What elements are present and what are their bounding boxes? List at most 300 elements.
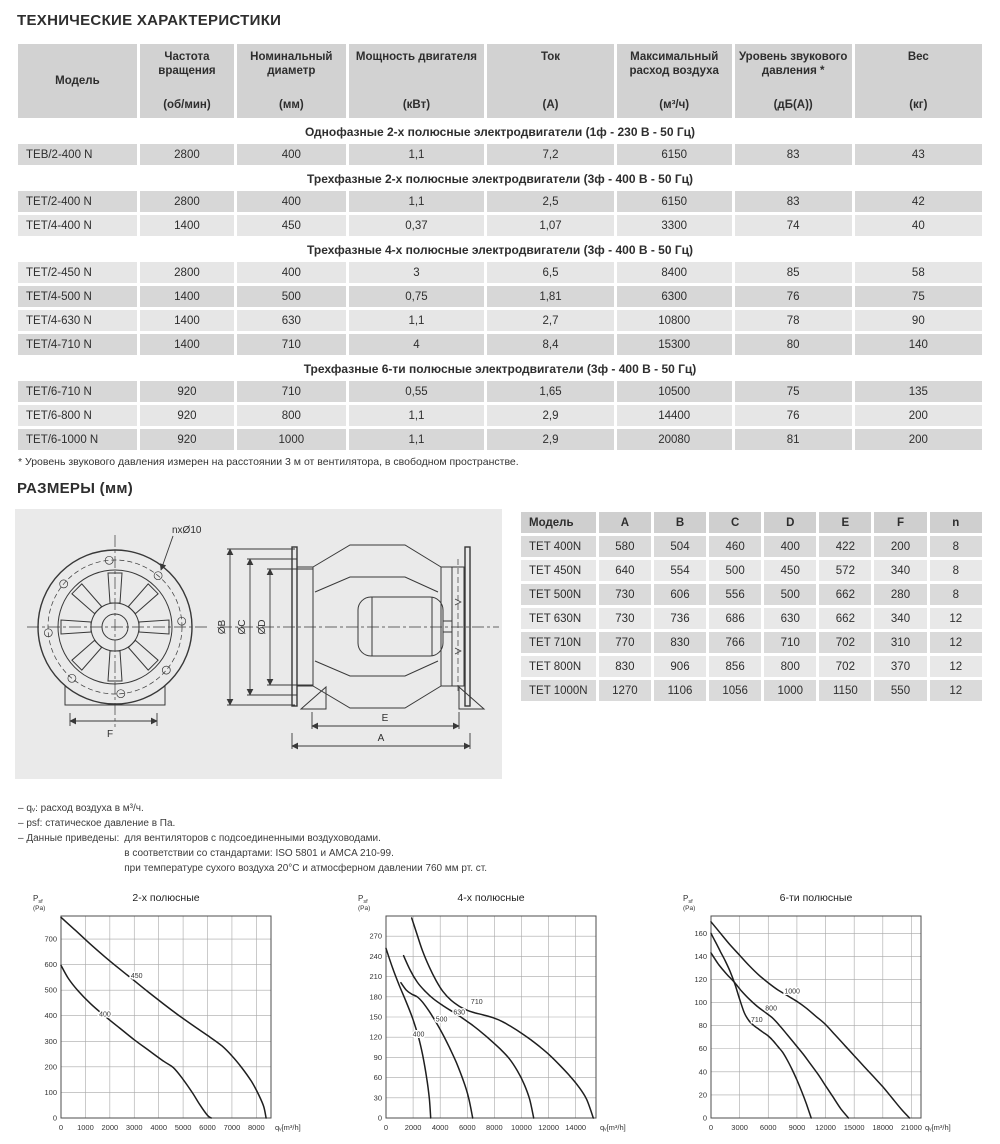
y-tick-label: 700 xyxy=(44,934,57,944)
spec-value-cell: 83 xyxy=(735,191,852,212)
dims-value-cell: 662 xyxy=(819,584,871,605)
spec-data-row xyxy=(18,262,982,283)
dims-model-cell: TET 1000N xyxy=(521,680,596,701)
motor xyxy=(358,597,452,656)
spec-value-cell: 920 xyxy=(140,429,234,450)
y-tick-label: 270 xyxy=(369,931,382,941)
spec-value-cell: 14400 xyxy=(617,405,732,426)
fan-front-view xyxy=(27,525,207,740)
performance-charts xyxy=(15,888,985,1144)
spec-data-row xyxy=(18,334,982,355)
spec-value-cell: 8,4 xyxy=(487,334,613,355)
d-dim-label: ØD xyxy=(257,619,268,635)
dims-value-cell: 422 xyxy=(819,536,871,557)
spec-value-cell: 2,7 xyxy=(487,310,613,331)
spec-model-cell: TET/6-1000 N xyxy=(18,429,137,450)
x-axis-label: qᵥ[m³/h] xyxy=(925,1123,951,1132)
spec-value-cell: 2,9 xyxy=(487,405,613,426)
section-title: Однофазные 2-х полюсные электродвигатели (1ф - 230 В - 50 Гц) xyxy=(18,121,982,141)
spec-header-name: Максимальный расход воздуха xyxy=(629,51,719,78)
motor-shaft xyxy=(443,621,452,632)
spec-data-row xyxy=(18,191,982,212)
blade xyxy=(128,640,158,670)
f-dim-label: F xyxy=(106,729,114,740)
spec-value-cell: 1,1 xyxy=(349,310,485,331)
spec-value-cell: 1400 xyxy=(140,334,234,355)
y-tick-label: 600 xyxy=(44,960,57,970)
spec-header-3 xyxy=(349,44,485,118)
x-tick-label: 12000 xyxy=(538,1123,560,1132)
y-axis-unit: (Pa) xyxy=(358,905,371,912)
y-tick-label: 100 xyxy=(694,998,707,1008)
dims-value-cell: 766 xyxy=(709,632,761,653)
section-row xyxy=(18,358,982,378)
spec-value-cell: 80 xyxy=(735,334,852,355)
spec-value-cell: 3300 xyxy=(617,215,732,236)
y-tick-label: 90 xyxy=(373,1052,382,1062)
curve-800 xyxy=(711,953,849,1118)
spec-value-cell: 1,65 xyxy=(487,381,613,402)
spec-data-row xyxy=(18,381,982,402)
dims-value-cell: 640 xyxy=(599,560,651,581)
left-foot xyxy=(301,687,326,709)
spec-header-5 xyxy=(617,44,732,118)
dims-value-cell: 572 xyxy=(819,560,871,581)
y-tick-label: 160 xyxy=(694,928,707,938)
spec-value-cell: 6300 xyxy=(617,286,732,307)
x-tick-label: 10000 xyxy=(511,1123,532,1132)
y-tick-label: 300 xyxy=(44,1036,57,1046)
x-tick-label: 8000 xyxy=(486,1123,503,1132)
spec-value-cell: 2800 xyxy=(140,262,234,283)
x-tick-label: 2000 xyxy=(404,1123,422,1132)
technical-drawing xyxy=(15,509,502,779)
b-dim-label: ØB xyxy=(217,619,228,635)
x-tick-label: 0 xyxy=(708,1123,714,1132)
dims-value-cell: 200 xyxy=(874,536,926,557)
dims-value-cell: 500 xyxy=(709,560,761,581)
x-tick-label: 15000 xyxy=(843,1123,865,1132)
spec-data-row xyxy=(18,286,982,307)
dims-value-cell: 1106 xyxy=(654,680,706,701)
dims-header-cell: B xyxy=(654,512,706,533)
casing-outline xyxy=(297,545,452,708)
spec-model-cell: TET/2-450 N xyxy=(18,262,137,283)
left-flange xyxy=(292,547,297,706)
dims-value-cell: 340 xyxy=(874,608,926,629)
spec-value-cell: 76 xyxy=(735,405,852,426)
spec-header-name: Частота вращения xyxy=(158,51,216,78)
dims-value-cell: 630 xyxy=(764,608,816,629)
spec-data-row xyxy=(18,144,982,165)
spec-value-cell: 1400 xyxy=(140,286,234,307)
dimensions-table xyxy=(518,509,985,704)
y-tick-label: 210 xyxy=(369,972,382,982)
note-qv: – qᵥ: расход воздуха в м³/ч. xyxy=(18,803,144,814)
spec-value-cell: 0,37 xyxy=(349,215,485,236)
x-tick-label: 9000 xyxy=(788,1123,806,1132)
spec-value-cell: 6,5 xyxy=(487,262,613,283)
dims-value-cell: 12 xyxy=(930,608,982,629)
spec-header-unit: (м³/ч) xyxy=(659,98,690,111)
spec-value-cell: 85 xyxy=(735,262,852,283)
x-tick-label: 7000 xyxy=(223,1123,241,1132)
curve-label-710: 710 xyxy=(470,999,483,1007)
spec-header-name: Мощность двигателя xyxy=(355,51,477,63)
dims-value-cell: 710 xyxy=(764,632,816,653)
spec-value-cell: 40 xyxy=(855,215,982,236)
chart-title: 6-ти полюсные xyxy=(779,892,853,904)
bolt-callout-label: nxØ10 xyxy=(172,525,202,536)
y-tick-label: 60 xyxy=(698,1044,707,1054)
dims-header-cell: C xyxy=(709,512,761,533)
spec-value-cell: 800 xyxy=(237,405,345,426)
spec-model-cell: TET/6-800 N xyxy=(18,405,137,426)
spec-model-cell: TET/4-500 N xyxy=(18,286,137,307)
dims-value-cell: 730 xyxy=(599,608,651,629)
e-dim-label: E xyxy=(381,713,389,724)
y-axis-label: $P_{sf}$ xyxy=(683,894,693,905)
spec-value-cell: 2800 xyxy=(140,191,234,212)
chart-4-х полюсные xyxy=(340,888,660,1144)
spec-value-cell: 2,9 xyxy=(487,429,613,450)
spec-value-cell: 42 xyxy=(855,191,982,212)
spec-value-cell: 710 xyxy=(237,334,345,355)
y-tick-label: 400 xyxy=(44,1011,57,1021)
x-tick-label: 0 xyxy=(58,1123,64,1132)
right-foot xyxy=(459,687,484,709)
spec-value-cell: 83 xyxy=(735,144,852,165)
spec-header-name: Ток xyxy=(540,51,561,63)
dims-value-cell: 580 xyxy=(599,536,651,557)
spec-value-cell: 1,1 xyxy=(349,429,485,450)
curve-label-800: 800 xyxy=(765,1005,777,1013)
dimensions-title: РАЗМЕРЫ (мм) xyxy=(17,480,134,497)
notes-block xyxy=(18,801,985,876)
spec-header-name: Уровень звукового давления * xyxy=(738,51,848,78)
dims-value-cell: 554 xyxy=(654,560,706,581)
spec-value-cell: 1,1 xyxy=(349,144,485,165)
spec-value-cell: 81 xyxy=(735,429,852,450)
dims-value-cell: 606 xyxy=(654,584,706,605)
spec-value-cell: 4 xyxy=(349,334,485,355)
curve-label-630: 630 xyxy=(453,1009,466,1017)
spec-value-cell: 710 xyxy=(237,381,345,402)
spec-header-unit: (об/мин) xyxy=(163,98,211,111)
fan-side-view xyxy=(217,545,499,749)
dims-header-cell: D xyxy=(764,512,816,533)
dims-value-cell: 310 xyxy=(874,632,926,653)
spec-header-7 xyxy=(855,44,982,118)
x-tick-label: 4000 xyxy=(150,1123,168,1132)
dims-header-cell: n xyxy=(930,512,982,533)
section-row xyxy=(18,239,982,259)
spec-value-cell: 450 xyxy=(237,215,345,236)
chart-2-х полюсные xyxy=(15,888,335,1144)
spec-data-row xyxy=(18,405,982,426)
x-tick-label: 5000 xyxy=(174,1123,192,1132)
spec-data-row xyxy=(18,429,982,450)
dims-value-cell: 830 xyxy=(599,656,651,677)
spec-value-cell: 400 xyxy=(237,262,345,283)
spec-value-cell: 20080 xyxy=(617,429,732,450)
dims-value-cell: 662 xyxy=(819,608,871,629)
x-tick-label: 0 xyxy=(383,1123,389,1132)
spec-header-4 xyxy=(487,44,613,118)
spec-data-row xyxy=(18,310,982,331)
x-tick-label: 4000 xyxy=(431,1123,449,1132)
spec-header-row xyxy=(18,44,982,118)
dims-value-cell: 1150 xyxy=(819,680,871,701)
dims-value-cell: 800 xyxy=(764,656,816,677)
dims-value-cell: 702 xyxy=(819,656,871,677)
spec-header-6 xyxy=(735,44,852,118)
x-tick-label: 21000 xyxy=(901,1123,922,1132)
chart-title: 4-х полюсные xyxy=(457,892,525,904)
spec-value-cell: 78 xyxy=(735,310,852,331)
spec-header-unit: (дБ(А)) xyxy=(773,98,813,111)
spec-model-cell: TET/2-400 N xyxy=(18,191,137,212)
dims-value-cell: 770 xyxy=(599,632,651,653)
curve-400 xyxy=(61,965,211,1118)
spec-value-cell: 75 xyxy=(735,381,852,402)
bolt-callout-leader xyxy=(161,536,173,570)
dims-value-cell: 504 xyxy=(654,536,706,557)
spec-value-cell: 6150 xyxy=(617,144,732,165)
y-axis-label: $P_{sf}$ xyxy=(33,894,43,905)
spec-value-cell: 920 xyxy=(140,381,234,402)
x-axis-label: qᵥ[m³/h] xyxy=(600,1123,626,1132)
x-tick-label: 12000 xyxy=(815,1123,836,1132)
spec-header-name: Вес xyxy=(907,51,929,63)
spec-value-cell: 1000 xyxy=(237,429,345,450)
y-tick-label: 60 xyxy=(373,1073,382,1083)
dims-value-cell: 400 xyxy=(764,536,816,557)
chart-6-ти полюсные xyxy=(665,888,985,1144)
y-tick-label: 30 xyxy=(373,1093,382,1103)
curve-label-710: 710 xyxy=(750,1017,763,1025)
spec-value-cell: 58 xyxy=(855,262,982,283)
y-tick-label: 500 xyxy=(44,985,57,995)
spec-footnote: * Уровень звукового давления измерен на расстоянии 3 м от вентилятора, в свободном пространстве. xyxy=(18,456,519,468)
spec-header-0 xyxy=(18,44,137,118)
curve-label-450: 450 xyxy=(130,972,143,980)
a-dim-label: A xyxy=(377,733,385,744)
x-tick-label: 14000 xyxy=(565,1123,587,1132)
dims-value-cell: 856 xyxy=(709,656,761,677)
impeller-plane xyxy=(452,559,464,694)
c-dim-label: ØC xyxy=(237,619,248,635)
spec-value-cell: 3 xyxy=(349,262,485,283)
spec-value-cell: 8400 xyxy=(617,262,732,283)
curve-1000 xyxy=(711,922,910,1118)
dims-header-cell: A xyxy=(599,512,651,533)
spec-value-cell: 920 xyxy=(140,405,234,426)
spec-model-cell: TET/4-400 N xyxy=(18,215,137,236)
spec-value-cell: 1400 xyxy=(140,310,234,331)
curve-label-400: 400 xyxy=(412,1031,425,1039)
dims-value-cell: 1270 xyxy=(599,680,651,701)
dims-data-row xyxy=(521,632,982,653)
section-title: Трехфазные 2-х полюсные электродвигатели (3ф - 400 В - 50 Гц) xyxy=(18,168,982,188)
dims-value-cell: 1056 xyxy=(709,680,761,701)
dims-value-cell: 556 xyxy=(709,584,761,605)
y-tick-label: 240 xyxy=(369,951,382,961)
y-tick-label: 0 xyxy=(52,1113,57,1123)
y-tick-label: 20 xyxy=(698,1090,707,1100)
spec-header-unit: (кг) xyxy=(909,98,928,111)
dims-model-cell: TET 800N xyxy=(521,656,596,677)
dims-data-row xyxy=(521,560,982,581)
dims-value-cell: 12 xyxy=(930,656,982,677)
dims-value-cell: 550 xyxy=(874,680,926,701)
y-tick-label: 150 xyxy=(369,1012,382,1022)
bolt-hole xyxy=(68,674,76,682)
spec-value-cell: 2800 xyxy=(140,144,234,165)
spec-value-cell: 0,75 xyxy=(349,286,485,307)
dims-header-cell: Модель xyxy=(521,512,596,533)
curve-450 xyxy=(61,917,266,1118)
dims-value-cell: 370 xyxy=(874,656,926,677)
blade xyxy=(72,640,102,670)
spec-header-unit: (мм) xyxy=(278,98,304,111)
note-psf: – psf: статическое давление в Па. xyxy=(18,818,176,829)
spec-value-cell: 43 xyxy=(855,144,982,165)
spec-value-cell: 1,1 xyxy=(349,405,485,426)
spec-value-cell: 500 xyxy=(237,286,345,307)
spec-value-cell: 200 xyxy=(855,405,982,426)
spec-header-unit: (А) xyxy=(542,98,559,111)
dims-value-cell: 686 xyxy=(709,608,761,629)
note-condition-line: в соответствии со стандартами: ISO 5801 и AMCA 210-99. xyxy=(124,848,394,859)
x-axis-label: qᵥ[m³/h] xyxy=(275,1123,301,1132)
y-tick-label: 200 xyxy=(44,1062,57,1072)
note-condition-line: при температуре сухого воздуха 20°С и атмосферном давлении 760 мм рт. ст. xyxy=(124,863,488,874)
spec-value-cell: 10800 xyxy=(617,310,732,331)
spec-value-cell: 90 xyxy=(855,310,982,331)
section-row xyxy=(18,121,982,141)
dims-value-cell: 830 xyxy=(654,632,706,653)
x-tick-label: 3000 xyxy=(731,1123,748,1132)
dims-value-cell: 8 xyxy=(930,560,982,581)
spec-data-row xyxy=(18,215,982,236)
dims-model-cell: TET 500N xyxy=(521,584,596,605)
dims-value-cell: 12 xyxy=(930,680,982,701)
spec-value-cell: 630 xyxy=(237,310,345,331)
y-tick-label: 120 xyxy=(369,1032,382,1042)
y-axis-unit: (Pa) xyxy=(683,905,696,912)
y-axis-unit: (Pa) xyxy=(33,905,46,912)
spec-value-cell: 1,1 xyxy=(349,191,485,212)
x-tick-label: 3000 xyxy=(125,1123,143,1132)
spec-value-cell: 1,07 xyxy=(487,215,613,236)
dims-data-row xyxy=(521,584,982,605)
x-tick-label: 1000 xyxy=(77,1123,94,1132)
dims-value-cell: 906 xyxy=(654,656,706,677)
dims-value-cell: 8 xyxy=(930,536,982,557)
spec-value-cell: 1400 xyxy=(140,215,234,236)
spec-value-cell: 140 xyxy=(855,334,982,355)
spec-header-2 xyxy=(237,44,345,118)
dims-data-row xyxy=(521,536,982,557)
dims-model-cell: TET 400N xyxy=(521,536,596,557)
spec-value-cell: 2,5 xyxy=(487,191,613,212)
spec-table xyxy=(15,41,985,453)
x-tick-label: 6000 xyxy=(458,1123,476,1132)
note-data-conditions xyxy=(18,831,985,876)
spec-value-cell: 76 xyxy=(735,286,852,307)
y-tick-label: 0 xyxy=(377,1113,382,1123)
section-row xyxy=(18,168,982,188)
dims-value-cell: 730 xyxy=(599,584,651,605)
dims-value-cell: 1000 xyxy=(764,680,816,701)
spec-value-cell: 400 xyxy=(237,144,345,165)
spec-model-cell: TET/4-630 N xyxy=(18,310,137,331)
note-conditions-label: – Данные приведены: xyxy=(18,833,120,844)
spec-value-cell: 7,2 xyxy=(487,144,613,165)
blade xyxy=(72,584,102,614)
spec-value-cell: 75 xyxy=(855,286,982,307)
dims-value-cell: 280 xyxy=(874,584,926,605)
x-tick-label: 18000 xyxy=(872,1123,894,1132)
dims-header-row xyxy=(521,512,982,533)
spec-value-cell: 0,55 xyxy=(349,381,485,402)
spec-value-cell: 15300 xyxy=(617,334,732,355)
dims-value-cell: 340 xyxy=(874,560,926,581)
chart-title: 2-х полюсные xyxy=(132,892,200,904)
y-tick-label: 0 xyxy=(702,1113,707,1123)
y-tick-label: 180 xyxy=(369,992,382,1002)
dims-value-cell: 8 xyxy=(930,584,982,605)
spec-value-cell: 200 xyxy=(855,429,982,450)
x-tick-label: 2000 xyxy=(101,1123,119,1132)
dims-model-cell: TET 630N xyxy=(521,608,596,629)
dims-header-cell: E xyxy=(819,512,871,533)
section-title: Трехфазные 6-ти полюсные электродвигатели (3ф - 400 В - 50 Гц) xyxy=(18,358,982,378)
y-tick-label: 40 xyxy=(698,1067,707,1077)
curve-label-1000: 1000 xyxy=(784,988,800,996)
dims-value-cell: 450 xyxy=(764,560,816,581)
dims-value-cell: 500 xyxy=(764,584,816,605)
x-tick-label: 6000 xyxy=(199,1123,216,1132)
note-conditions-items xyxy=(124,831,487,876)
dims-value-cell: 736 xyxy=(654,608,706,629)
y-tick-label: 80 xyxy=(698,1021,707,1031)
spec-header-name: Модель xyxy=(55,74,100,87)
spec-model-cell: TET/4-710 N xyxy=(18,334,137,355)
x-tick-label: 6000 xyxy=(759,1123,777,1132)
dims-model-cell: TET 710N xyxy=(521,632,596,653)
dims-value-cell: 12 xyxy=(930,632,982,653)
spec-value-cell: 400 xyxy=(237,191,345,212)
spec-value-cell: 74 xyxy=(735,215,852,236)
dims-data-row xyxy=(521,680,982,701)
bolt-hole xyxy=(162,666,170,674)
x-tick-label: 8000 xyxy=(248,1123,265,1132)
dims-header-cell: F xyxy=(874,512,926,533)
spec-model-cell: TEB/2-400 N xyxy=(18,144,137,165)
spec-model-cell: TET/6-710 N xyxy=(18,381,137,402)
page-title: ТЕХНИЧЕСКИЕ ХАРАКТЕРИСТИКИ xyxy=(17,12,282,29)
spec-header-1 xyxy=(140,44,234,118)
spec-header-name: Номинальный диаметр xyxy=(250,51,333,78)
y-tick-label: 120 xyxy=(694,974,707,984)
dimensions-section xyxy=(15,509,985,779)
dims-value-cell: 460 xyxy=(709,536,761,557)
y-axis-label: $P_{sf}$ xyxy=(358,894,368,905)
dims-data-row xyxy=(521,656,982,677)
curve-label-400: 400 xyxy=(99,1011,111,1019)
